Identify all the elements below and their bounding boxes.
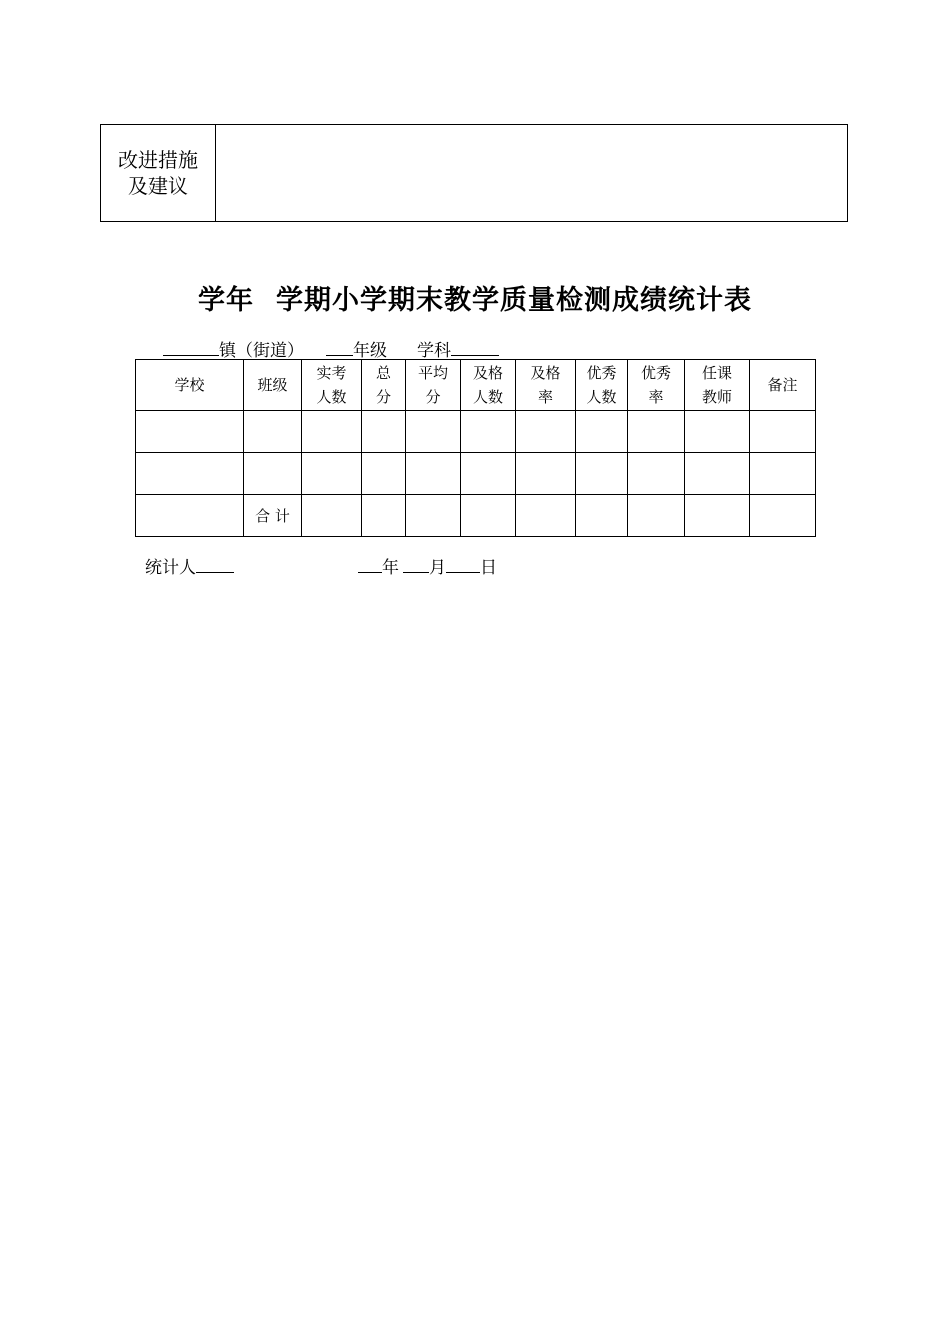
improvement-content	[216, 125, 847, 221]
header-total-score: 总 分	[362, 360, 406, 411]
statistician-label: 统计人	[145, 558, 196, 578]
table-row	[136, 453, 816, 495]
table-row	[136, 411, 816, 453]
day-blank	[446, 554, 480, 573]
month-label: 月	[429, 558, 446, 578]
header-school: 学校	[136, 360, 244, 411]
statistician-blank	[196, 554, 234, 573]
subject-label: 学科	[417, 341, 451, 361]
footer-line	[145, 553, 497, 578]
year-blank	[358, 554, 382, 573]
header-examinees: 实考 人数	[302, 360, 362, 411]
subject-blank	[451, 337, 499, 356]
improvement-label	[101, 125, 216, 221]
town-blank	[163, 337, 219, 356]
header-excellent-rate: 优秀 率	[628, 360, 685, 411]
header-line	[163, 336, 499, 361]
header-excellent-count: 优秀 人数	[576, 360, 628, 411]
improvement-label-line1: 改进措施	[118, 148, 198, 172]
month-blank	[403, 554, 429, 573]
table-header-row	[136, 360, 816, 411]
header-average: 平均 分	[406, 360, 461, 411]
day-label: 日	[480, 558, 497, 578]
table-total-row	[136, 495, 816, 537]
grade-label: 年级	[353, 341, 387, 361]
header-pass-rate: 及格 率	[516, 360, 576, 411]
grade-blank	[326, 337, 353, 356]
improvement-box	[100, 124, 848, 222]
title-part2: 学期小学期末教学质量检测成绩统计表	[276, 285, 752, 316]
town-label: 镇（街道）	[219, 341, 304, 361]
stats-table	[135, 359, 816, 537]
title-part1: 学年	[198, 285, 254, 316]
header-class: 班级	[244, 360, 302, 411]
header-remarks: 备注	[750, 360, 816, 411]
improvement-label-line2: 及建议	[128, 174, 188, 198]
page-title	[0, 278, 950, 317]
year-label: 年	[382, 558, 399, 578]
total-label: 合 计	[244, 495, 302, 537]
header-teacher: 任课 教师	[685, 360, 750, 411]
header-pass-count: 及格 人数	[461, 360, 516, 411]
